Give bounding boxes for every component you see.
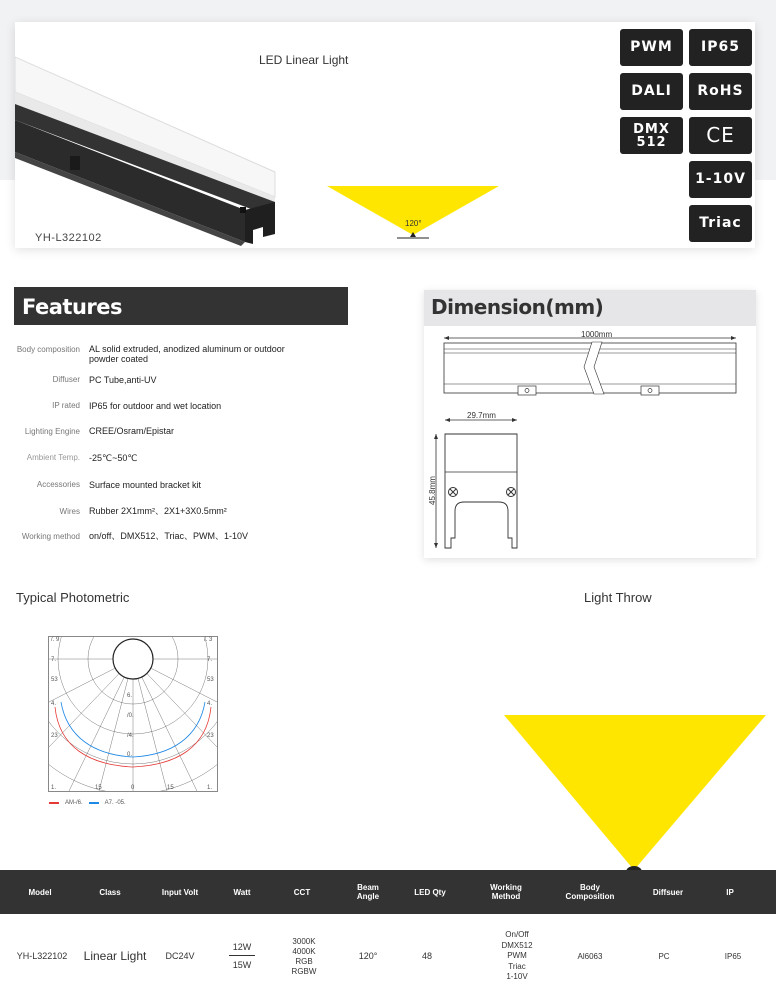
width-dimension-label: 29.7mm — [467, 411, 496, 420]
feature-label: Body composition — [16, 345, 80, 354]
feature-label: Ambient Temp. — [26, 453, 80, 462]
spec-table — [0, 870, 776, 999]
cell-ip: IP65 — [724, 952, 742, 961]
table-header-ip: IP — [726, 887, 734, 897]
table-header-body-composition: Body Composition — [565, 883, 615, 901]
light-throw-cone — [500, 712, 770, 882]
feature-row — [0, 344, 420, 364]
table-header-watt: Watt — [233, 887, 251, 897]
working-method-value: Triac — [508, 961, 526, 971]
feature-value: AL solid extruded, anodized aluminum or outdoor powder coated — [89, 344, 285, 364]
cell-watt — [218, 914, 266, 999]
feature-row — [0, 531, 420, 551]
cell-diffuser: PC — [658, 952, 670, 961]
working-method-value: PWM — [507, 951, 527, 961]
pwm-badge: PWM — [620, 29, 683, 66]
height-dimension-label: 45.8mm — [427, 476, 437, 505]
dmx512-badge: DMX 512 — [620, 117, 683, 154]
table-header-cct: CCT — [293, 887, 311, 897]
cell-cct — [278, 914, 330, 999]
feature-value: CREE/Osram/Epistar — [89, 426, 175, 436]
table-header-working-method: Working Method — [490, 883, 522, 901]
feature-value: on/off、DMX512、Triac、PWM、1-10V — [89, 531, 249, 541]
working-method-value: On/Off — [505, 930, 529, 940]
feature-row — [0, 426, 420, 446]
feature-row — [0, 480, 420, 500]
product-model: YH-L322102 — [35, 232, 102, 244]
dimension-drawing — [424, 326, 756, 558]
product-title: LED Linear Light — [259, 53, 349, 67]
photometric-title: Typical Photometric — [16, 590, 130, 605]
feature-label: IP rated — [52, 401, 80, 410]
feature-value: -25℃~50℃ — [89, 453, 138, 463]
legend-item: A7. -05. — [104, 800, 126, 806]
feature-label: Wires — [59, 507, 80, 516]
cct-value: 3000K — [292, 936, 316, 946]
polar-photometric-diagram: /. 9 /. 3 7. 7. 53 53 4. 4. 23 23 6. /0. /4. 0. 1. 1. 15 0 15 — [48, 636, 218, 792]
cell-class: Linear Light — [83, 949, 147, 963]
feature-label: Diffuser — [52, 375, 80, 384]
ce-mark-badge: CE — [689, 117, 752, 154]
triac-badge: Triac — [689, 205, 752, 242]
cell-beam-angle: 120° — [358, 951, 378, 961]
table-header-led-qty: LED Qty — [414, 887, 446, 897]
feature-value: Rubber 2X1mm²、2X1+3X0.5mm² — [89, 506, 227, 516]
legend-item: AM-/6. — [65, 800, 83, 806]
beam-angle-icon — [325, 185, 505, 245]
feature-value: PC Tube,anti-UV — [89, 375, 157, 385]
photometric-legend — [49, 800, 126, 806]
watt-value: 12W — [229, 942, 256, 956]
feature-row — [0, 506, 420, 526]
feature-value: IP65 for outdoor and wet location — [89, 401, 222, 411]
feature-label: Lighting Engine — [24, 427, 80, 436]
feature-label: Working method — [21, 532, 80, 541]
cell-model: YH-L322102 — [16, 951, 68, 961]
rohs-badge: RoHS — [689, 73, 752, 110]
legend-red-swatch — [49, 802, 59, 804]
cct-value: 4000K — [292, 946, 316, 956]
cell-working-method — [488, 914, 546, 999]
cell-body-composition: Al6063 — [577, 952, 603, 961]
feature-row — [0, 401, 420, 421]
ip65-badge: IP65 — [689, 29, 752, 66]
table-header-beam-angle: Beam Angle — [356, 883, 380, 901]
cell-input-volt: DC24V — [165, 951, 195, 961]
features-heading: Features — [14, 287, 348, 325]
dimension-heading: Dimension(mm) — [424, 290, 756, 326]
light-throw-title: Light Throw — [584, 590, 652, 605]
cct-value: RGB — [295, 956, 313, 966]
table-header-input-volt: Input Volt — [161, 887, 199, 897]
beam-angle-label: 120° — [405, 219, 422, 228]
table-header-model: Model — [28, 887, 52, 897]
working-method-value: DMX512 — [501, 940, 533, 950]
length-dimension-label: 1000mm — [581, 330, 613, 339]
watt-value: 15W — [232, 960, 252, 970]
1-10v-badge: 1-10V — [689, 161, 752, 198]
dali-badge: DALI — [620, 73, 683, 110]
cct-value: RGBW — [291, 966, 317, 976]
table-header-diffuser: Diffsuer — [652, 887, 684, 897]
cell-led-qty: 48 — [421, 951, 432, 961]
feature-row — [0, 375, 420, 395]
feature-row — [0, 453, 420, 473]
dimension-card — [424, 290, 756, 558]
working-method-value: 1-10V — [506, 972, 528, 982]
feature-value: Surface mounted bracket kit — [89, 480, 202, 490]
legend-blue-swatch — [89, 802, 99, 804]
feature-label: Accessories — [36, 480, 80, 489]
table-header-class: Class — [99, 887, 121, 897]
